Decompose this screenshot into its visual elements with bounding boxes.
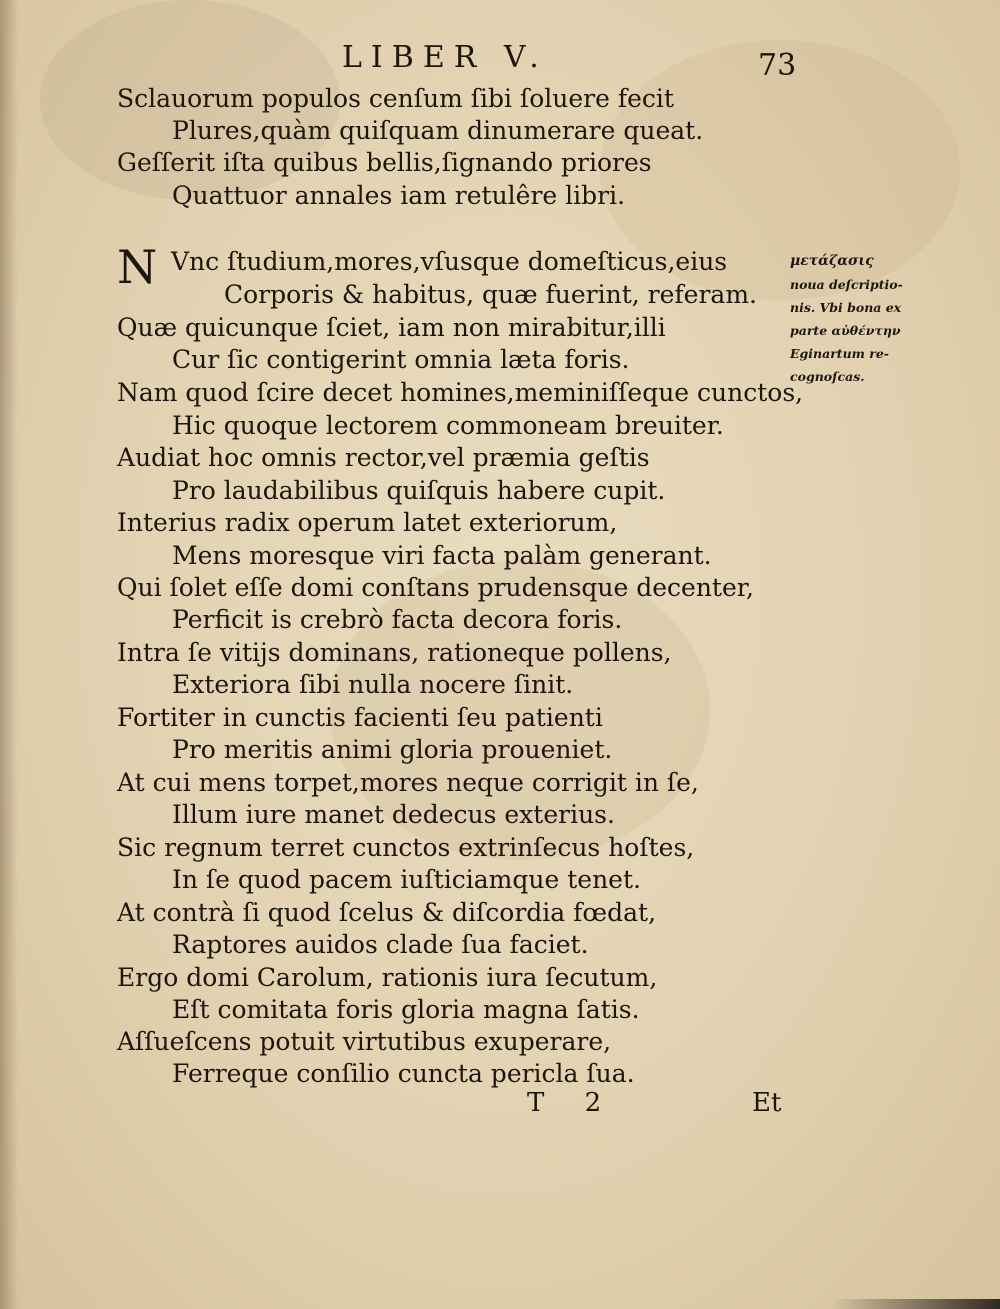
verse-line: Eſt comitata foris gloria magna ſatis. [172, 995, 640, 1024]
marginal-note-line: cognoſcas. [790, 369, 865, 384]
verse-line: Ferreque conſilio cuncta pericla ſua. [172, 1059, 635, 1088]
marginal-note-line: noua deſcriptio- [790, 277, 903, 292]
verse-line: Qui ſolet eſſe domi conſtans prudensque decenter, [117, 573, 754, 602]
verse-line: In ſe quod pacem iuſticiamque tenet. [172, 865, 641, 894]
verse-line: Intra ſe vitijs dominans, rationeque pollens, [117, 638, 672, 667]
marginal-note-line: Eginartum re- [790, 346, 889, 361]
verse-line: Cur ſic contigerint omnia læta foris. [172, 345, 630, 374]
verse-line: Illum iure manet dedecus exterius. [172, 800, 615, 829]
marginal-note [790, 250, 995, 388]
verse-line: Raptores auidos clade ſua faciet. [172, 930, 589, 959]
verse-line: At contrà ſi quod ſcelus & diſcordia fœdat, [117, 898, 657, 927]
verse-line: Vnc ſtudium,mores,vſusque domeſticus,eius [171, 247, 728, 276]
signature-mark: T 2 [527, 1088, 618, 1118]
verse-line: Quattuor annales iam retulêre libri. [172, 181, 626, 210]
verse-line: Geſſerit iſta quibus bellis,ſignando priores [117, 148, 652, 177]
page-number: 73 [758, 48, 797, 83]
verse-line: Corporis & habitus, quæ fuerint, referam. [224, 280, 757, 309]
verse-line: Pro laudabilibus quiſquis habere cupit. [172, 476, 666, 505]
verse-line: Nam quod ſcire decet homines,meminiſſeque cunctos, [117, 378, 804, 407]
verse-line: Fortiter in cunctis facienti ſeu patienti [117, 703, 603, 732]
edge-shadow [830, 1299, 1000, 1309]
verse-line: Plures,quàm quiſquam dinumerare queat. [172, 116, 704, 145]
marginal-note-line: parte αὐθέντην [790, 323, 901, 338]
verse-line: Interius radix operum latet exteriorum, [117, 508, 618, 537]
drop-cap: N [117, 240, 158, 294]
verse-line: Quæ quicunque ſciet, iam non mirabitur,illi [117, 313, 666, 342]
verse-line: Hic quoque lectorem commoneam breuiter. [172, 411, 724, 440]
marginal-note-line: μετάζασις [790, 253, 874, 269]
verse-line: Ergo domi Carolum, rationis iura ſecutum, [117, 963, 658, 992]
verse-line: Perficit is crebrò facta decora foris. [172, 605, 623, 634]
verse-line: Aſſueſcens potuit virtutibus exuperare, [117, 1027, 612, 1056]
verse-line: Mens moresque viri facta palàm generant. [172, 541, 712, 570]
catchword: Et [752, 1088, 782, 1118]
verse-line: Audiat hoc omnis rector,vel præmia geſtis [117, 443, 650, 472]
verse-line: Sic regnum terret cunctos extrinſecus hoſtes, [117, 833, 695, 862]
verse-line: Exteriora ſibi nulla nocere ſinit. [172, 670, 574, 699]
marginal-note-line: nis. Vbi bona ex [790, 300, 902, 315]
verse-line: Pro meritis animi gloria proueniet. [172, 735, 613, 764]
verse-line: At cui mens torpet,mores neque corrigit in ſe, [117, 768, 699, 797]
running-head: LIBER V. [342, 40, 548, 75]
verse-line: Sclauorum populos cenſum ſibi ſoluere fecit [117, 84, 674, 113]
